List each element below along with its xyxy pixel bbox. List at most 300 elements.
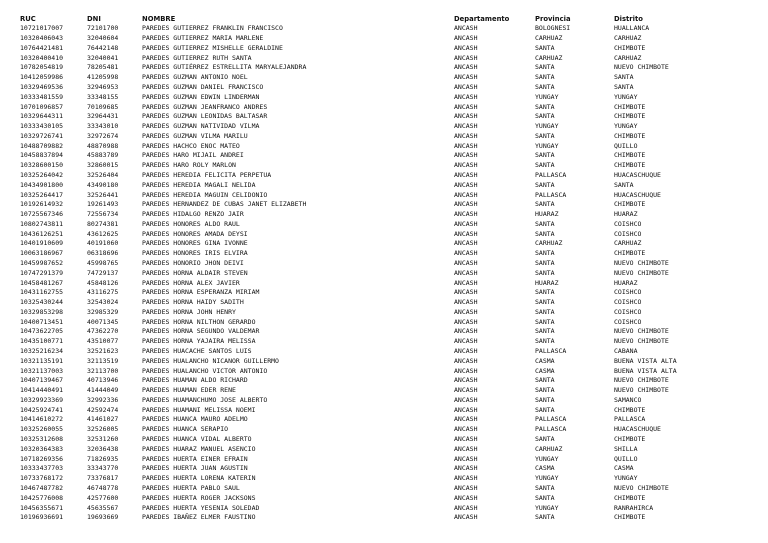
- table-row: [0, 54, 768, 64]
- dni-cell: 32113519: [87, 356, 119, 365]
- table-row: [0, 63, 768, 73]
- table-row: [0, 93, 768, 103]
- distrito-cell: HUARAZ: [614, 278, 638, 287]
- table-row: [0, 288, 768, 298]
- ruc-cell: 10488709882: [20, 141, 64, 150]
- distrito-cell: CABANA: [614, 347, 638, 356]
- ruc-cell: 10320400410: [20, 53, 64, 62]
- distrito-cell: CHIMBOTE: [614, 513, 646, 522]
- nombre-cell: PAREDES HORNA ALEX JAVIER: [142, 278, 240, 287]
- ruc-cell: 10431162755: [20, 288, 64, 297]
- ruc-cell: 10412059986: [20, 73, 64, 82]
- table-row: [0, 445, 768, 455]
- distrito-cell: NUEVO CHIMBOTE: [614, 376, 669, 385]
- distrito-cell: COISHCO: [614, 307, 642, 316]
- nombre-cell: PAREDES HARO MIJAIL ANDREI: [142, 151, 244, 160]
- nombre-cell: PAREDES HIDALGO RENZO JAIR: [142, 210, 244, 219]
- provincia-cell: SANTA: [535, 288, 555, 297]
- departamento-cell: ANCASH: [454, 474, 478, 483]
- ruc-cell: 10325264042: [20, 170, 64, 179]
- departamento-cell: ANCASH: [454, 337, 478, 346]
- table-row: [0, 181, 768, 191]
- provincia-cell: PALLASCA: [535, 415, 567, 424]
- nombre-cell: PAREDES HUERTA LORENA KATERIN: [142, 474, 256, 483]
- dni-cell: 06318696: [87, 249, 119, 258]
- table-row: [0, 230, 768, 240]
- dni-cell: 32040604: [87, 34, 119, 43]
- distrito-cell: SAMANCO: [614, 395, 642, 404]
- provincia-cell: SANTA: [535, 63, 555, 72]
- ruc-cell: 10701096857: [20, 102, 64, 111]
- departamento-cell: ANCASH: [454, 141, 478, 150]
- provincia-cell: YUNGAY: [535, 92, 559, 101]
- provincia-cell: SANTA: [535, 317, 555, 326]
- dni-cell: 32860015: [87, 161, 119, 170]
- provincia-cell: PALLASCA: [535, 425, 567, 434]
- provincia-cell: SANTA: [535, 327, 555, 336]
- departamento-cell: ANCASH: [454, 102, 478, 111]
- nombre-cell: PAREDES HORNA YAJAIRA MELISSA: [142, 337, 256, 346]
- provincia-cell: SANTA: [535, 435, 555, 444]
- dni-cell: 42577600: [87, 493, 119, 502]
- nombre-cell: PAREDES GUTIERREZ RUTH SANTA: [142, 53, 252, 62]
- dni-cell: 32526441: [87, 190, 119, 199]
- departamento-cell: ANCASH: [454, 82, 478, 91]
- dni-cell: 41444049: [87, 386, 119, 395]
- nombre-cell: PAREDES GUTIERREZ MISHELLE GERALDINE: [142, 43, 283, 52]
- dni-cell: 19693669: [87, 513, 119, 522]
- distrito-cell: BUENA VISTA ALTA: [614, 366, 677, 375]
- table-row: [0, 376, 768, 386]
- departamento-cell: ANCASH: [454, 435, 478, 444]
- provincia-cell: CASMA: [535, 356, 555, 365]
- table-row: [0, 191, 768, 201]
- table-row: [0, 464, 768, 474]
- table-row: [0, 396, 768, 406]
- dni-cell: 72101700: [87, 24, 119, 33]
- departamento-cell: ANCASH: [454, 73, 478, 82]
- distrito-cell: CHIMBOTE: [614, 151, 646, 160]
- departamento-cell: ANCASH: [454, 513, 478, 522]
- nombre-cell: PAREDES HEREDIA MAGALI NELIDA: [142, 180, 256, 189]
- dni-cell: 74729137: [87, 268, 119, 277]
- distrito-cell: SANTA: [614, 180, 634, 189]
- departamento-cell: ANCASH: [454, 229, 478, 238]
- dni-cell: 40713946: [87, 376, 119, 385]
- ruc-cell: 10721017007: [20, 24, 64, 33]
- ruc-cell: 10325430244: [20, 298, 64, 307]
- departamento-cell: ANCASH: [454, 92, 478, 101]
- provincia-cell: SANTA: [535, 337, 555, 346]
- dni-cell: 32992336: [87, 395, 119, 404]
- provincia-cell: CARHUAZ: [535, 53, 563, 62]
- departamento-cell: ANCASH: [454, 53, 478, 62]
- dni-cell: 45848126: [87, 278, 119, 287]
- table-row: [0, 308, 768, 318]
- departamento-cell: ANCASH: [454, 454, 478, 463]
- distrito-cell: QUILLO: [614, 454, 638, 463]
- nombre-cell: PAREDES HERNANDEZ DE CUBAS JANET ELIZABETH: [142, 200, 307, 209]
- nombre-cell: PAREDES GUZMAN ANTONIO NOEL: [142, 73, 248, 82]
- table-row: [0, 132, 768, 142]
- departamento-cell: ANCASH: [454, 219, 478, 228]
- provincia-cell: SANTA: [535, 73, 555, 82]
- dni-cell: 32531260: [87, 435, 119, 444]
- nombre-cell: PAREDES HUANCA VIDAL ALBERTO: [142, 435, 252, 444]
- provincia-cell: YUNGAY: [535, 503, 559, 512]
- ruc-cell: 10400713451: [20, 317, 64, 326]
- table-row: [0, 415, 768, 425]
- table-row: [0, 103, 768, 113]
- distrito-cell: CHIMBOTE: [614, 200, 646, 209]
- departamento-cell: ANCASH: [454, 464, 478, 473]
- ruc-cell: 10467487782: [20, 483, 64, 492]
- departamento-cell: ANCASH: [454, 24, 478, 33]
- distrito-cell: BUENA VISTA ALTA: [614, 356, 677, 365]
- departamento-cell: ANCASH: [454, 386, 478, 395]
- nombre-cell: PAREDES IBAÑEZ ELMER FAUSTINO: [142, 513, 256, 522]
- distrito-cell: CHIMBOTE: [614, 249, 646, 258]
- dni-cell: 47362270: [87, 327, 119, 336]
- ruc-cell: 10401910609: [20, 239, 64, 248]
- dni-cell: 48870988: [87, 141, 119, 150]
- table-row: [0, 220, 768, 230]
- dni-cell: 43510077: [87, 337, 119, 346]
- table-row: [0, 24, 768, 34]
- table-row: [0, 455, 768, 465]
- distrito-cell: HUACASCHUQUE: [614, 425, 661, 434]
- table-row: [0, 357, 768, 367]
- departamento-cell: ANCASH: [454, 112, 478, 121]
- table-row: [0, 425, 768, 435]
- provincia-cell: SANTA: [535, 249, 555, 258]
- provincia-cell: SANTA: [535, 200, 555, 209]
- distrito-cell: HUACASCHUQUE: [614, 170, 661, 179]
- nombre-cell: PAREDES HONORES AMADA DEYSI: [142, 229, 248, 238]
- departamento-cell: ANCASH: [454, 161, 478, 170]
- nombre-cell: PAREDES GUTIÉRREZ ESTRELLITA MARYALEJANDRA: [142, 63, 307, 72]
- table-row: [0, 406, 768, 416]
- nombre-cell: PAREDES GUZMAN DANIEL FRANCISCO: [142, 82, 264, 91]
- provincia-cell: SANTA: [535, 493, 555, 502]
- table-row: [0, 83, 768, 93]
- nombre-cell: PAREDES GUZMAN LEONIDAS BALTASAR: [142, 112, 268, 121]
- distrito-cell: CHIMBOTE: [614, 161, 646, 170]
- ruc-cell: 10782054819: [20, 63, 64, 72]
- provincia-cell: CASMA: [535, 464, 555, 473]
- nombre-cell: PAREDES GUTIERREZ MARIA MARLENE: [142, 34, 264, 43]
- distrito-cell: COISHCO: [614, 288, 642, 297]
- nombre-cell: PAREDES HUALANCHO NICANOR GUILLERMO: [142, 356, 279, 365]
- ruc-cell: 10063186967: [20, 249, 64, 258]
- departamento-cell: ANCASH: [454, 347, 478, 356]
- departamento-cell: ANCASH: [454, 63, 478, 72]
- table-row: [0, 504, 768, 514]
- provincia-cell: SANTA: [535, 112, 555, 121]
- table-row: [0, 142, 768, 152]
- header-ruc: RUC: [20, 14, 36, 23]
- dni-cell: 33348155: [87, 92, 119, 101]
- provincia-cell: HUARAZ: [535, 278, 559, 287]
- ruc-cell: 10407139467: [20, 376, 64, 385]
- distrito-cell: CASMA: [614, 464, 634, 473]
- header-dni: DNI: [87, 14, 101, 23]
- provincia-cell: BOLOGNESI: [535, 24, 571, 33]
- dni-cell: 71826935: [87, 454, 119, 463]
- provincia-cell: SANTA: [535, 43, 555, 52]
- dni-cell: 70109685: [87, 102, 119, 111]
- departamento-cell: ANCASH: [454, 131, 478, 140]
- dni-cell: 32526404: [87, 170, 119, 179]
- nombre-cell: PAREDES HONORES ALDO RAUL: [142, 219, 240, 228]
- dni-cell: 45998765: [87, 259, 119, 267]
- distrito-cell: NUEVO CHIMBOTE: [614, 259, 669, 267]
- departamento-cell: ANCASH: [454, 444, 478, 453]
- table-row: [0, 474, 768, 484]
- ruc-cell: 10192614932: [20, 200, 64, 209]
- ruc-cell: 10747291379: [20, 268, 64, 277]
- nombre-cell: PAREDES HUAMAN ALDO RICHARD: [142, 376, 248, 385]
- table-row: [0, 151, 768, 161]
- distrito-cell: NUEVO CHIMBOTE: [614, 63, 669, 72]
- ruc-cell: 10414610272: [20, 415, 64, 424]
- ruc-cell: 10473622705: [20, 327, 64, 336]
- nombre-cell: PAREDES GUZMAN VILMA MARILU: [142, 131, 248, 140]
- provincia-cell: SANTA: [535, 180, 555, 189]
- table-row: [0, 318, 768, 328]
- nombre-cell: PAREDES HONORES GINA IVONNE: [142, 239, 248, 248]
- distrito-cell: QUILLO: [614, 141, 638, 150]
- distrito-cell: CARHUAZ: [614, 53, 642, 62]
- distrito-cell: SANTA: [614, 73, 634, 82]
- dni-cell: 45883789: [87, 151, 119, 160]
- nombre-cell: PAREDES HORNA HAIDY SADITH: [142, 298, 244, 307]
- dni-cell: 43612625: [87, 229, 119, 238]
- dni-cell: 32543024: [87, 298, 119, 307]
- dni-cell: 32526005: [87, 425, 119, 434]
- provincia-cell: SANTA: [535, 151, 555, 160]
- ruc-cell: 10333481559: [20, 92, 64, 101]
- departamento-cell: ANCASH: [454, 200, 478, 209]
- ruc-cell: 10425924741: [20, 405, 64, 414]
- ruc-cell: 10436126251: [20, 229, 64, 238]
- table-row: [0, 239, 768, 249]
- ruc-cell: 10414440491: [20, 386, 64, 395]
- provincia-cell: SANTA: [535, 82, 555, 91]
- dni-cell: 76442148: [87, 43, 119, 52]
- departamento-cell: ANCASH: [454, 395, 478, 404]
- distrito-cell: CHIMBOTE: [614, 493, 646, 502]
- ruc-cell: 10764421481: [20, 43, 64, 52]
- nombre-cell: PAREDES GUZMAN NATIVIDAD VILMA: [142, 122, 260, 131]
- ruc-cell: 10325216234: [20, 347, 64, 356]
- distrito-cell: NUEVO CHIMBOTE: [614, 386, 669, 395]
- distrito-cell: YUNGAY: [614, 122, 638, 131]
- dni-cell: 32985329: [87, 307, 119, 316]
- departamento-cell: ANCASH: [454, 268, 478, 277]
- dni-cell: 40191060: [87, 239, 119, 248]
- ruc-cell: 10434901800: [20, 180, 64, 189]
- provincia-cell: YUNGAY: [535, 141, 559, 150]
- nombre-cell: PAREDES HORNA JOHN HENRY: [142, 307, 236, 316]
- dni-cell: 32113700: [87, 366, 119, 375]
- ruc-cell: 10725567346: [20, 210, 64, 219]
- provincia-cell: SANTA: [535, 298, 555, 307]
- departamento-cell: ANCASH: [454, 366, 478, 375]
- distrito-cell: CHIMBOTE: [614, 405, 646, 414]
- nombre-cell: PAREDES HUERTA JUAN AGUSTIN: [142, 464, 248, 473]
- table-row: [0, 494, 768, 504]
- provincia-cell: SANTA: [535, 229, 555, 238]
- nombre-cell: PAREDES HORNA ALDAIR STEVEN: [142, 268, 248, 277]
- provincia-cell: SANTA: [535, 161, 555, 170]
- departamento-cell: ANCASH: [454, 180, 478, 189]
- dni-cell: 32040041: [87, 53, 119, 62]
- departamento-cell: ANCASH: [454, 425, 478, 434]
- dni-cell: 42592474: [87, 405, 119, 414]
- nombre-cell: PAREDES HUANCA SERAPIO: [142, 425, 229, 434]
- dni-cell: 43490180: [87, 180, 119, 189]
- departamento-cell: ANCASH: [454, 259, 478, 267]
- ruc-cell: 10459987652: [20, 259, 64, 267]
- dni-cell: 45635567: [87, 503, 119, 512]
- nombre-cell: PAREDES HEREDIA MAGUIN CELIDONIO: [142, 190, 268, 199]
- table-row: [0, 513, 768, 523]
- nombre-cell: PAREDES HUAMAN EDER RENE: [142, 386, 236, 395]
- dni-cell: 32946953: [87, 82, 119, 91]
- table-row: [0, 484, 768, 494]
- nombre-cell: PAREDES HUAMANCHUMO JOSE ALBERTO: [142, 395, 268, 404]
- distrito-cell: COISHCO: [614, 298, 642, 307]
- departamento-cell: ANCASH: [454, 356, 478, 365]
- dni-cell: 72556734: [87, 210, 119, 219]
- header-nombre: NOMBRE: [142, 14, 176, 23]
- departamento-cell: ANCASH: [454, 376, 478, 385]
- ruc-cell: 10329853298: [20, 307, 64, 316]
- provincia-cell: SANTA: [535, 268, 555, 277]
- provincia-cell: SANTA: [535, 405, 555, 414]
- distrito-cell: HUARAZ: [614, 210, 638, 219]
- ruc-cell: 10333437703: [20, 464, 64, 473]
- distrito-cell: CHIMBOTE: [614, 43, 646, 52]
- ruc-cell: 10733768172: [20, 474, 64, 483]
- departamento-cell: ANCASH: [454, 170, 478, 179]
- distrito-cell: CHIMBOTE: [614, 112, 646, 121]
- ruc-cell: 10425776008: [20, 493, 64, 502]
- ruc-cell: 10321137003: [20, 366, 64, 375]
- provincia-cell: PALLASCA: [535, 347, 567, 356]
- nombre-cell: PAREDES HUALANCHO VICTOR ANTONIO: [142, 366, 268, 375]
- table-row: [0, 44, 768, 54]
- ruc-cell: 10329469536: [20, 82, 64, 91]
- ruc-cell: 10196936691: [20, 513, 64, 522]
- distrito-cell: HUACASCHUQUE: [614, 190, 661, 199]
- dni-cell: 78205481: [87, 63, 119, 72]
- nombre-cell: PAREDES HORNA ESPERANZA MIRIAM: [142, 288, 260, 297]
- nombre-cell: PAREDES HONORES IRIS ELVIRA: [142, 249, 248, 258]
- provincia-cell: YUNGAY: [535, 454, 559, 463]
- distrito-cell: PALLASCA: [614, 415, 646, 424]
- nombre-cell: PAREDES HUERTA YESENIA SOLEDAD: [142, 503, 260, 512]
- ruc-cell: 10329644311: [20, 112, 64, 121]
- table-row: [0, 112, 768, 122]
- ruc-cell: 10328600150: [20, 161, 64, 170]
- provincia-cell: SANTA: [535, 307, 555, 316]
- nombre-cell: PAREDES HEREDIA FELICITA PERPETUA: [142, 170, 272, 179]
- dni-cell: 41205998: [87, 73, 119, 82]
- distrito-cell: NUEVO CHIMBOTE: [614, 337, 669, 346]
- table-row: [0, 249, 768, 259]
- distrito-cell: COISHCO: [614, 229, 642, 238]
- nombre-cell: PAREDES HORNA NILTHON GERARDO: [142, 317, 256, 326]
- nombre-cell: PAREDES HORNA SEGUNDO VALDEMAR: [142, 327, 260, 336]
- ruc-cell: 10325260055: [20, 425, 64, 434]
- table-row: [0, 161, 768, 171]
- distrito-cell: SANTA: [614, 82, 634, 91]
- dni-cell: 33343770: [87, 464, 119, 473]
- distrito-cell: CARHUAZ: [614, 239, 642, 248]
- provincia-cell: SANTA: [535, 131, 555, 140]
- ruc-cell: 10456355671: [20, 503, 64, 512]
- distrito-cell: YUNGAY: [614, 92, 638, 101]
- provincia-cell: PALLASCA: [535, 190, 567, 199]
- departamento-cell: ANCASH: [454, 122, 478, 131]
- departamento-cell: ANCASH: [454, 327, 478, 336]
- header-departamento: Departamento: [454, 14, 510, 23]
- nombre-cell: PAREDES HUARAZ MANUEL ASENCIO: [142, 444, 256, 453]
- table-row: [0, 347, 768, 357]
- nombre-cell: PAREDES HUACACHE SANTOS LUIS: [142, 347, 252, 356]
- departamento-cell: ANCASH: [454, 278, 478, 287]
- provincia-cell: SANTA: [535, 483, 555, 492]
- table-row: [0, 298, 768, 308]
- provincia-cell: SANTA: [535, 102, 555, 111]
- departamento-cell: ANCASH: [454, 493, 478, 502]
- ruc-cell: 10321135191: [20, 356, 64, 365]
- departamento-cell: ANCASH: [454, 190, 478, 199]
- departamento-cell: ANCASH: [454, 317, 478, 326]
- provincia-cell: SANTA: [535, 259, 555, 267]
- table-row: [0, 34, 768, 44]
- distrito-cell: CARHUAZ: [614, 34, 642, 43]
- ruc-cell: 10325312608: [20, 435, 64, 444]
- dni-cell: 32964431: [87, 112, 119, 121]
- nombre-cell: PAREDES HUERTA ROGER JACKSONS: [142, 493, 256, 502]
- provincia-cell: CARHUAZ: [535, 239, 563, 248]
- nombre-cell: PAREDES HUERTA PABLO SAUL: [142, 483, 240, 492]
- ruc-cell: 10320406043: [20, 34, 64, 43]
- nombre-cell: PAREDES HONORIO JHON DEIVI: [142, 259, 244, 267]
- ruc-cell: 10718269356: [20, 454, 64, 463]
- ruc-cell: 10435100771: [20, 337, 64, 346]
- provincia-cell: CARHUAZ: [535, 444, 563, 453]
- table-row: [0, 73, 768, 83]
- ruc-cell: 10458481267: [20, 278, 64, 287]
- table-row: [0, 122, 768, 132]
- dni-cell: 19261493: [87, 200, 119, 209]
- distrito-cell: YUNGAY: [614, 474, 638, 483]
- table-row: [0, 386, 768, 396]
- ruc-cell: 10802743811: [20, 219, 64, 228]
- dni-cell: 43116275: [87, 288, 119, 297]
- provincia-cell: SANTA: [535, 376, 555, 385]
- header-provincia: Provincia: [535, 14, 571, 23]
- dni-cell: 80274381: [87, 219, 119, 228]
- table-row: [0, 259, 768, 269]
- distrito-cell: RANRAHIRCA: [614, 503, 654, 512]
- departamento-cell: ANCASH: [454, 151, 478, 160]
- departamento-cell: ANCASH: [454, 415, 478, 424]
